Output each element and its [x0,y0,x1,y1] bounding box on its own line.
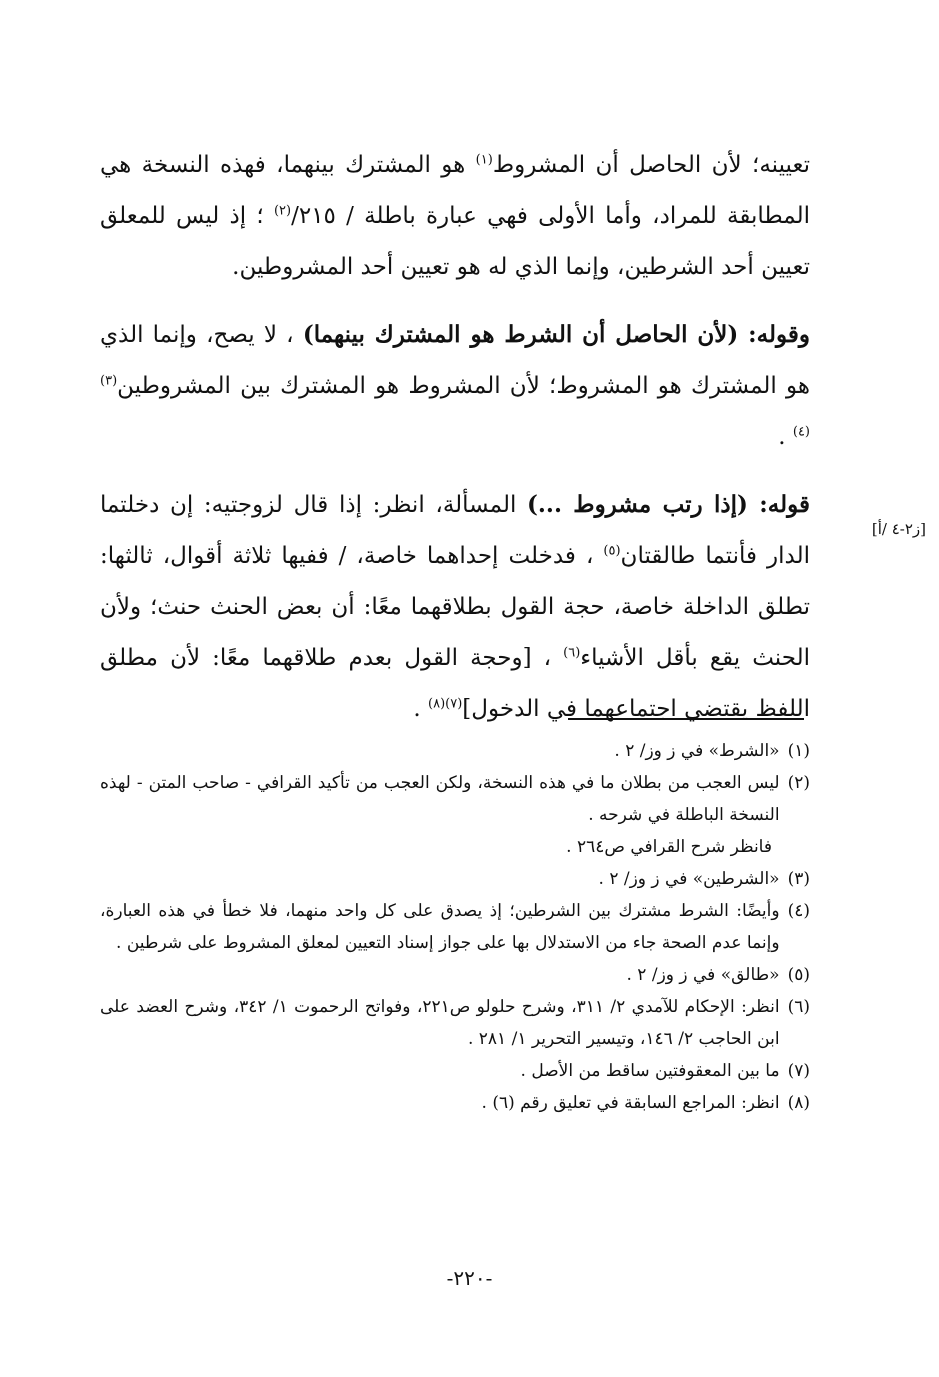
footnote-number: (٧) [787,1061,810,1081]
footnote-item [100,735,810,767]
footnote-continuation: فانظر شرح القرافي ص٢٦٤ . [566,837,772,857]
manuscript-margin-note: [ز٢-٤ /أ] [871,520,926,538]
footnote-text: ما بين المعقوفتين ساقط من الأصل . [520,1061,780,1081]
footnotes [100,735,810,1119]
footnote-item [100,991,810,1055]
p1-text-2: هو المشترك بينهما، فهذه النسخة هي المطابقة للمراد، وأما الأولى فهي عبارة باطلة / ٢١٥/ [100,152,810,229]
paragraph-3 [100,479,810,735]
footnote-item [100,863,810,895]
footnote-number: (٦) [787,997,810,1017]
footnote-ref-5: (٥) [603,543,621,559]
footnote-text: «الشرطين» في ز وز/ ٢ . [598,869,780,889]
footnote-item [100,895,810,959]
footnote-text: انظر: المراجع السابقة في تعليق رقم (٦) . [481,1093,780,1113]
p3-quote: (إذا رتب مشروط ...) [527,491,748,518]
footnote-item [100,959,810,991]
footnote-text: وأيضًا: الشرط مشترك بين الشرطين؛ إذ يصدق على كل واحد منهما، فلا خطأ في هذه العبارة، وإنما عدم الصحة جاء من الاستدلال بها على جواز إسناد التعيين لمعلق المشروط على شرطين . [100,901,780,953]
footnote-text: انظر: الإحكام للآمدي ٢/ ٣١١، وشرح حلولو ص٢٢١، وفواتح الرحموت ١/ ٣٤٢، وشرح العضد على ابن الحاجب ٢/ ١٤٦، وتيسير التحرير ١/ ٢٨١ . [100,997,780,1049]
p2-lead: وقوله: [738,321,810,348]
p2-text-2: . [778,424,793,450]
p1-text: تعيينه؛ لأن الحاصل أن المشروط [492,152,810,178]
p3-text-2: ، فدخلت إحداهما خاصة، / ففيها ثلاثة أقوال، ثالثها: تطلق الداخلة خاصة، حجة القول بطلاقهما معًا: أن بعض الحنث حنث؛ ولأن الحنث يقع بأقل الأشياء [100,543,810,671]
p2-quote: (لأن الحاصل أن الشرط هو المشترك بينهما) [302,321,739,348]
p3-text: المسألة، انظر: إذا قال لزوجتيه: إن دخلتما الدار فأنتما طالقتان [100,492,810,569]
footnote-text: «الشرط» في ز وز/ ٢ . [614,741,780,761]
page-number: -٢٢٠- [446,1266,493,1290]
p3-text-4: . [413,696,428,722]
footnote-number: (٣) [787,869,810,889]
paragraph-2 [100,309,810,463]
footnote-item [100,1055,810,1087]
footnote-text: «طالق» في ز وز/ ٢ . [626,965,780,985]
footnote-item [100,1087,810,1119]
p3-lead: قوله: [747,491,811,518]
footnote-ref-1: (١) [475,152,493,168]
p3-text-3: ، [وحجة القول بعدم طلاقهما معًا: لأن مطلق اللفظ يقتضي اجتماعهما في الدخول] [100,645,810,722]
footnote-text: ليس العجب من بطلان ما في هذه النسخة، ولكن العجب من تأكيد القرافي - صاحب المتن - لهذه النسخة الباطلة في شرحه . [100,773,780,825]
footnote-number: (٥) [787,965,810,985]
p2-text: ، لا يصح، وإنما الذي هو المشترك هو المشروط؛ لأن المشروط هو المشترك بين المشروطين [100,322,810,399]
footnote-number: (٨) [787,1093,810,1113]
p1-text-3: ؛ إذ ليس للمعلق تعيين أحد الشرطين، وإنما الذي له هو تعيين أحد المشروطين. [100,203,810,280]
footnote-item [100,767,810,831]
footnote-ref-3-4: (٣)(٤) [100,373,810,440]
footnote-number: (٤) [787,901,810,921]
main-text [100,140,810,735]
footnote-ref-7-8: (٧)(٨) [428,696,463,712]
paragraph-1 [100,140,810,293]
footnote-ref-2: (٢) [273,203,292,219]
footnote-divider [568,718,804,720]
footnote-ref-6: (٦) [563,645,581,661]
footnote-number: (١) [787,741,810,761]
footnote-number: (٢) [787,773,810,793]
